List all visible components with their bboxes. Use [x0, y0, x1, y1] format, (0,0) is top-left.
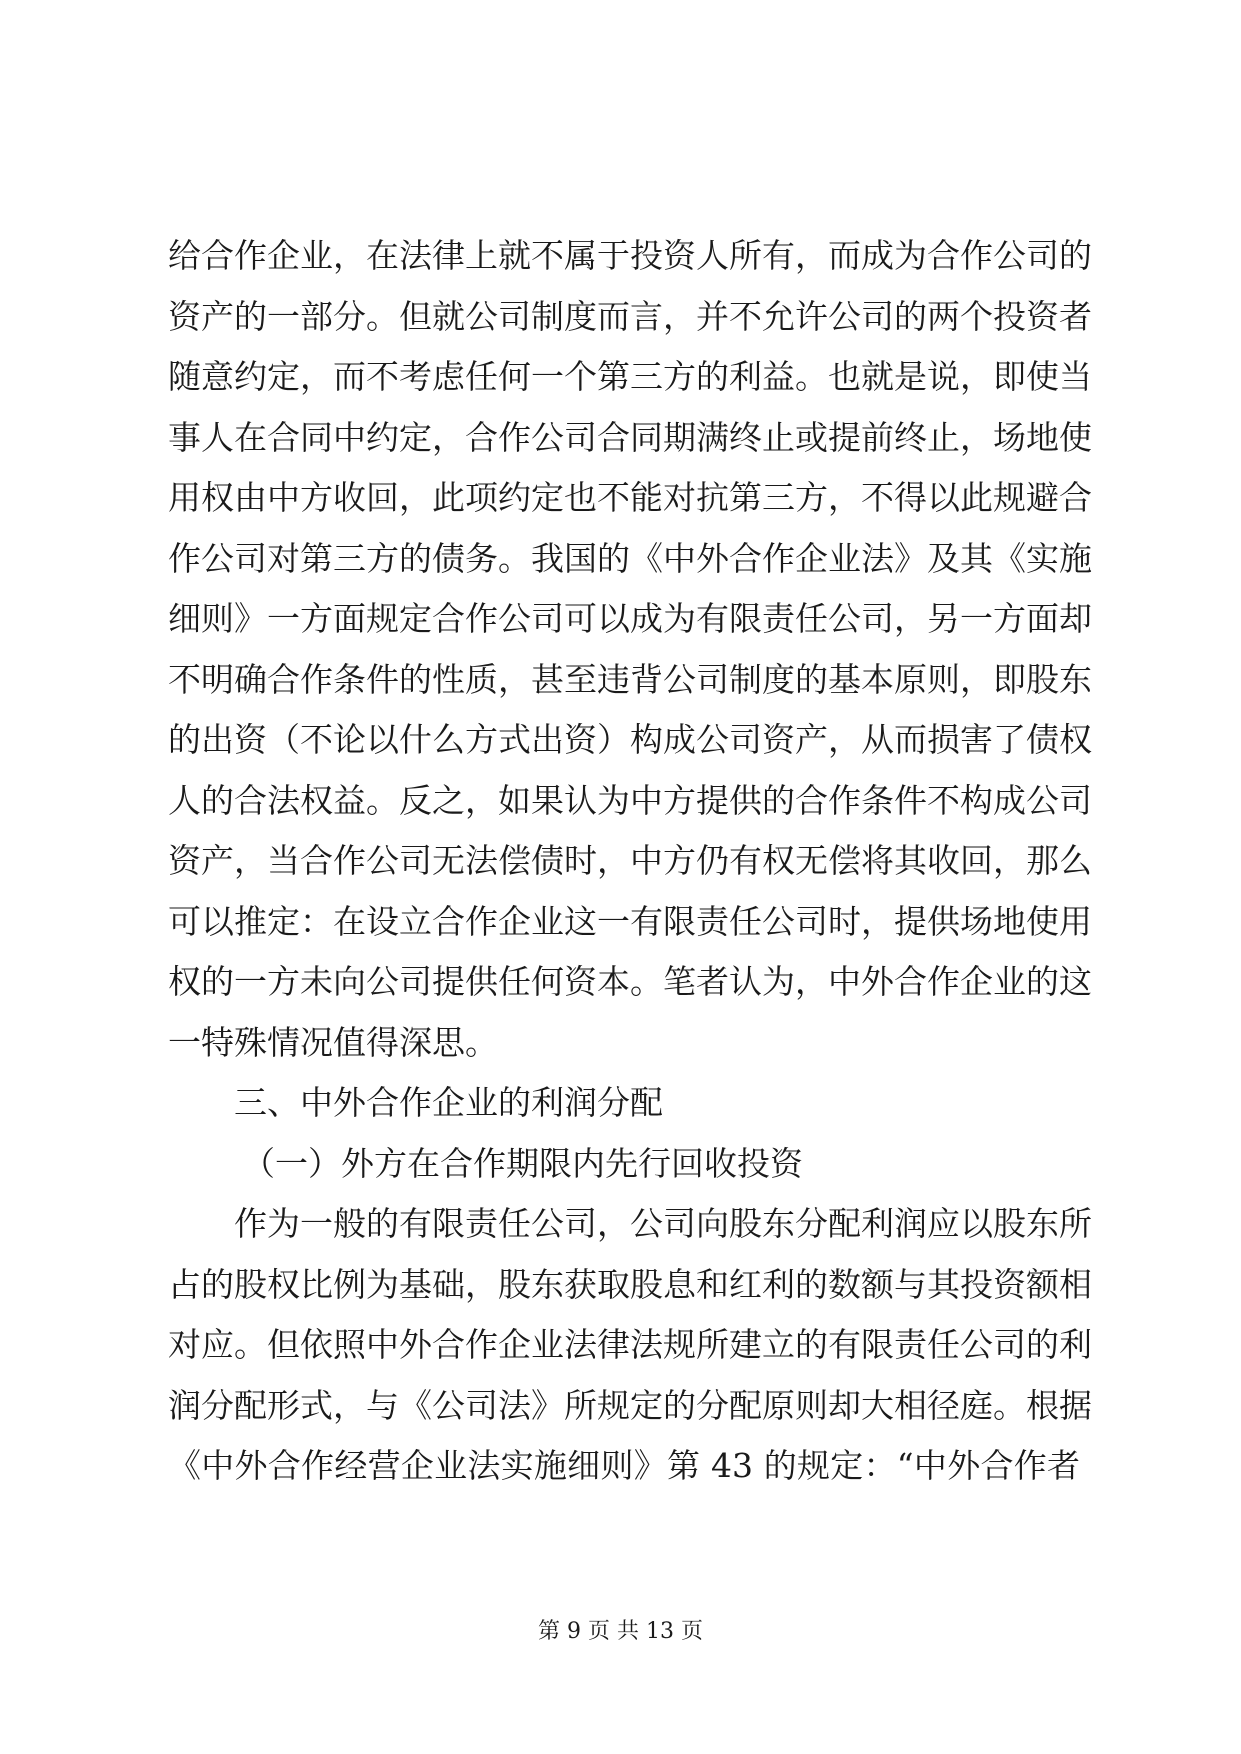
text-line: 占的股权比例为基础，股东获取股息和红利的数额与其投资额相 [168, 1264, 1092, 1304]
text-line: 人的合法权益。反之，如果认为中方提供的合作条件不构成公司 [168, 780, 1092, 820]
text-line: 润分配形式，与《公司法》所规定的分配原则却大相径庭。根据 [168, 1385, 1092, 1425]
subsection-heading: （一）外方在合作期限内先行回收投资 [242, 1143, 803, 1183]
text-line: 作为一般的有限责任公司，公司向股东分配利润应以股东所 [234, 1204, 1092, 1243]
text-line: 事人在合同中约定，合作公司合同期满终止或提前终止，场地使 [168, 417, 1092, 457]
text-line: 资产的一部分。但就公司制度而言，并不允许公司的两个投资者 [168, 296, 1092, 336]
page-footer [0, 1614, 1241, 1645]
section-heading: 三、中外合作企业的利润分配 [234, 1083, 663, 1122]
page-number: 第 9 页 共 13 页 [538, 1619, 703, 1644]
text-line: 可以推定：在设立合作企业这一有限责任公司时，提供场地使用 [168, 901, 1092, 941]
body-text [168, 226, 1092, 1497]
text-line: 资产，当合作公司无法偿债时，中方仍有权无偿将其收回，那么 [168, 841, 1092, 880]
text-line: 的出资（不论以什么方式出资）构成公司资产，从而损害了债权 [168, 720, 1092, 759]
text-line: 一特殊情况值得深思。 [168, 1022, 498, 1062]
text-line: 权的一方未向公司提供任何资本。笔者认为，中外合作企业的这 [168, 962, 1092, 1001]
text-line: 细则》一方面规定合作公司可以成为有限责任公司，另一方面却 [168, 599, 1092, 638]
text-line: 给合作企业，在法律上就不属于投资人所有，而成为合作公司的 [168, 236, 1092, 275]
text-line: 《中外合作经营企业法实施细则》第 43 的规定：“中外合作者 [168, 1446, 1080, 1485]
text-line: 不明确合作条件的性质，甚至违背公司制度的基本原则，即股东 [168, 659, 1092, 699]
text-line: 用权由中方收回，此项约定也不能对抗第三方，不得以此规避合 [168, 478, 1092, 517]
text-line: 作公司对第三方的债务。我国的《中外合作企业法》及其《实施 [168, 538, 1092, 578]
text-line: 对应。但依照中外合作企业法律法规所建立的有限责任公司的利 [168, 1325, 1092, 1364]
text-line: 随意约定，而不考虑任何一个第三方的利益。也就是说，即使当 [168, 357, 1092, 396]
